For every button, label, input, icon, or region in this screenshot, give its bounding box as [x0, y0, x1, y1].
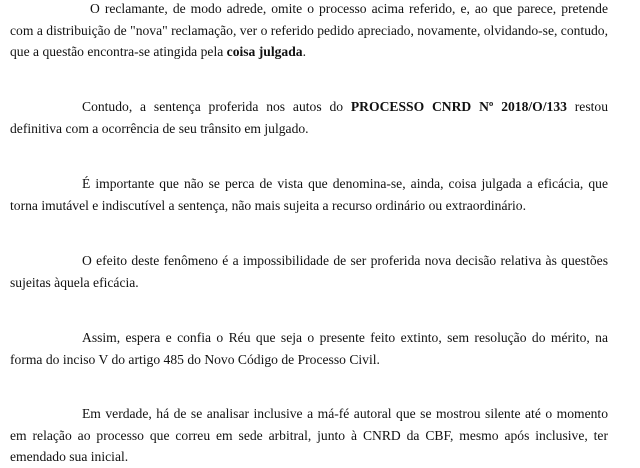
paragraph-sentence-final: [10, 96, 608, 139]
paragraph-omission-text: O reclamante, de modo adrede, omite o processo acima referido, e, ao que parece, pretende com a distribuição de "nova" reclamação, ver o referido pedido apreciado, novamente, olvidando-se, contudo, que a questão encontra-se atingida pela: [10, 1, 608, 59]
coisa-julgada-emphasis: coisa julgada: [226, 44, 303, 59]
process-number-emphasis: PROCESSO CNRD Nº 2018/O/133: [350, 99, 567, 114]
paragraph-res-judicata-definition: É importante que não se perca de vista que denomina-se, ainda, coisa julgada a eficácia, que torna imutável e indiscutível a sentença, não mais sujeita a recurso ordinário ou extraordinário.: [10, 176, 608, 213]
paragraph-omission: [10, 0, 608, 63]
paragraph-effect: O efeito deste fenômeno é a impossibilidade de ser proferida nova decisão relativa às questões sujeitas àquela eficácia.: [10, 253, 608, 290]
paragraph-bad-faith: Em verdade, há de se analisar inclusive a má-fé autoral que se mostrou silente até o momento em relação ao processo que correu em sede arbitral, junto à CNRD da CBF, mesmo após inclusive, ter emendado sua inicial.: [10, 406, 608, 464]
paragraph-sentence-final-text: Contudo, a sentença proferida nos autos do: [82, 99, 351, 114]
paragraph-sentence-final-end: restou definitiva com a ocorrência de seu trânsito em julgado.: [10, 99, 608, 136]
paragraph-request-extinction: Assim, espera e confia o Réu que seja o presente feito extinto, sem resolução do mérito, na forma do inciso V do artigo 485 do Novo Código de Processo Civil.: [10, 330, 608, 367]
paragraph-omission-end: .: [302, 44, 306, 59]
